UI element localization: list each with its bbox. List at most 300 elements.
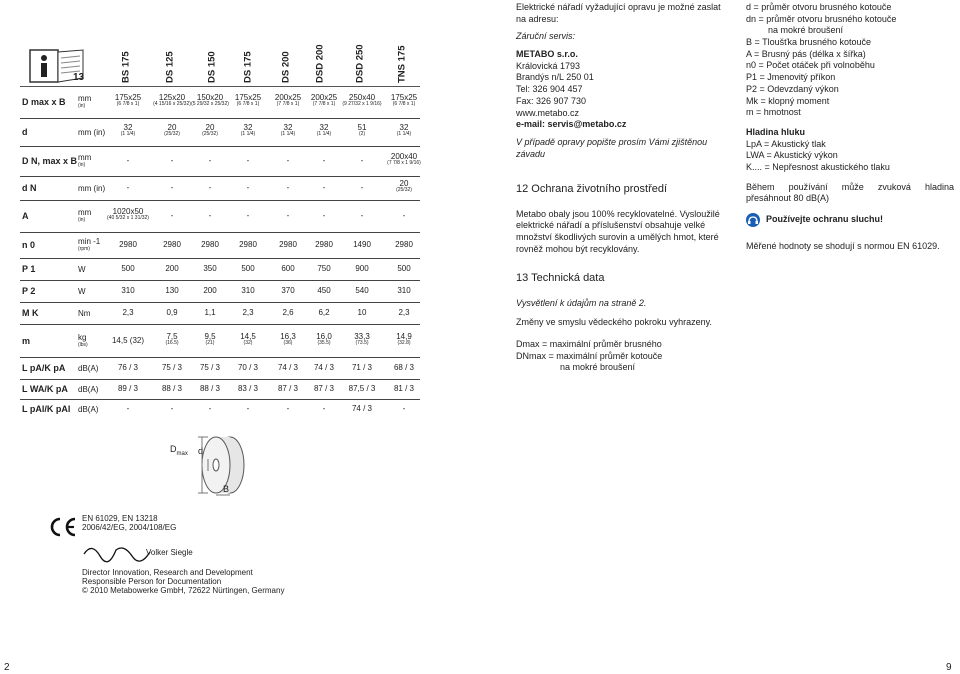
cell-imperial-value: (9 27/32 x 1 9/16): [342, 101, 382, 108]
table-cell: [226, 157, 270, 165]
dmax-label: $D_{max}$: [170, 444, 188, 457]
table-cell: [340, 94, 384, 108]
cell-value: 200x25: [310, 93, 338, 102]
cell-imperial-value: (1 1/4): [316, 131, 332, 138]
row-label: n 0: [22, 240, 36, 250]
cell-value: 20: [399, 179, 409, 188]
table-cell: [226, 94, 270, 108]
cell-imperial-value: (32.8): [397, 339, 411, 346]
table-row: [20, 147, 420, 177]
cell-value: 175x25: [234, 93, 262, 102]
row-unit: [78, 265, 86, 274]
table-row: [20, 281, 420, 303]
standards-line: EN 61029, EN 13218: [82, 514, 158, 523]
table-cell: [382, 405, 426, 413]
service-intro: Elektrické nářadí vyžadující opravu je možné zaslat na adresu:: [516, 2, 721, 24]
row-unit: [78, 333, 88, 348]
cell-value: -: [360, 211, 364, 220]
row-label: D N, max x B: [22, 156, 78, 166]
cell-value: 370: [281, 286, 295, 295]
cell-imperial-value: (25/32): [202, 131, 218, 138]
cell-value: 500: [241, 264, 255, 273]
model-dsd250: DSD 250: [354, 44, 366, 83]
k-definition: K.... = Nepřesnost akustického tlaku: [746, 161, 890, 172]
cell-value: -: [126, 156, 130, 165]
table-cell: [340, 309, 384, 317]
p1-definition: P1 = Jmenovitý příkon: [746, 72, 836, 83]
cell-imperial-value: (4 15/16 x 25/32): [153, 101, 191, 108]
cell-value: 33,3: [354, 331, 370, 341]
cell-value: 600: [281, 264, 295, 273]
cell-value: 310: [121, 286, 135, 295]
row-unit: [78, 128, 105, 137]
row-unit-imperial: (lbs): [78, 341, 88, 348]
row-unit-imperial: (in): [78, 217, 86, 223]
cell-imperial-value: (6 7/8 x 1): [392, 101, 416, 108]
cell-value: 16,3: [280, 331, 296, 341]
row-unit: [78, 153, 91, 168]
cell-value: 2,3: [242, 308, 254, 317]
copyright-line: © 2010 Metabowerke GmbH, 72622 Nürtingen, Germany: [82, 586, 285, 596]
model-bs175: BS 175: [120, 51, 132, 83]
table-row: [20, 325, 420, 358]
cell-value: 74 / 3: [313, 363, 334, 372]
row-label: m: [22, 335, 31, 346]
cell-value: 74 / 3: [351, 404, 372, 413]
cell-value: 2980: [315, 240, 333, 249]
cell-imperial-value: (36): [283, 339, 293, 346]
row-unit-primary: mm: [78, 208, 92, 217]
cell-imperial-value: (25/32): [164, 131, 180, 138]
cell-value: 900: [355, 264, 369, 273]
cell-value: -: [322, 211, 326, 220]
table-cell: [382, 153, 426, 167]
dnmax-definition-cont: na mokré broušení: [560, 362, 636, 373]
table-row: [20, 177, 420, 201]
row-unit: [78, 94, 91, 109]
row-label: M K: [22, 308, 39, 318]
b-definition: B = Tloušťka brusného kotouče: [746, 37, 872, 48]
table-cell: [340, 212, 384, 220]
table-cell: [106, 184, 150, 192]
cell-value: 250x40: [348, 93, 376, 102]
cell-value: 750: [317, 264, 331, 273]
cell-value: 75 / 3: [161, 363, 182, 372]
table-cell: [382, 265, 426, 273]
table-row: [20, 201, 420, 233]
cell-value: 200: [165, 264, 179, 273]
phone: Tel: 326 904 457: [516, 84, 583, 95]
table-cell: [226, 405, 270, 413]
cell-value: 89 / 3: [117, 384, 138, 393]
table-cell: [340, 184, 384, 192]
cell-value: 450: [317, 286, 331, 295]
technical-data-table: [20, 40, 421, 414]
row-label: L pAl/K pAl: [22, 404, 71, 414]
cell-imperial-value: (1 1/4): [240, 131, 256, 138]
n0-definition: n0 = Počet otáček při volnoběhu: [746, 60, 875, 71]
grinding-disc-diagram: [168, 432, 258, 502]
fax: Fax: 326 907 730: [516, 95, 587, 106]
definitions-column: [746, 2, 954, 253]
cell-value: 83 / 3: [237, 384, 258, 393]
table-cell: [106, 309, 150, 317]
cell-value: 0,9: [166, 308, 178, 317]
cell-value: -: [246, 211, 250, 220]
table-cell: [106, 124, 150, 138]
cell-value: 14,5 (32): [111, 335, 145, 345]
table-row: [20, 400, 420, 420]
row-label: D max x B: [22, 97, 66, 107]
table-row: [20, 380, 420, 400]
dn-definition-cont: na mokré broušení: [768, 25, 844, 36]
section-13-heading: 13 Technická data: [516, 272, 605, 285]
cell-value: 70 / 3: [237, 363, 258, 372]
measurement-note: Měřené hodnoty se shodují s normou EN 61029.: [746, 241, 940, 251]
cell-value: 68 / 3: [393, 363, 414, 372]
cell-value: -: [208, 156, 212, 165]
cell-imperial-value: (73.5): [355, 339, 369, 346]
cell-value: -: [402, 211, 406, 220]
ear-protection-icon: [746, 213, 760, 227]
lwa-definition: LWA = Akustický výkon: [746, 150, 838, 161]
cell-value: 71 / 3: [351, 363, 372, 372]
table-row: [20, 358, 420, 380]
cell-value: -: [170, 211, 174, 220]
address-line-2: Brandýs n/L 250 01: [516, 72, 594, 83]
table-cell: [382, 180, 426, 194]
table-cell: [106, 287, 150, 295]
cell-value: 150x20: [196, 93, 224, 102]
row-unit-primary: mm: [78, 153, 92, 162]
book-page-number: 13: [73, 72, 85, 83]
table-cell: [340, 157, 384, 165]
dmax-definition: Dmax = maximální průměr brusného: [516, 338, 662, 349]
row-unit-primary: W: [78, 265, 86, 274]
model-ds150: DS 150: [206, 51, 218, 83]
row-unit-primary: W: [78, 287, 86, 296]
noise-heading: Hladina hluku: [746, 126, 806, 137]
cell-value: 175x25: [114, 93, 142, 102]
table-row: [20, 87, 420, 119]
signer-title: Director Innovation, Research and Development: [82, 568, 253, 577]
row-unit: [78, 385, 98, 394]
b-label: B: [223, 484, 230, 494]
cell-value: 20: [205, 123, 215, 132]
row-unit-imperial: (rpm): [78, 246, 90, 252]
table-cell: [382, 333, 426, 347]
cell-imperial-value: (16.5): [165, 339, 179, 346]
a-definition: A = Brusný pás (délka x šířka): [746, 48, 866, 59]
table-row: [20, 259, 420, 281]
cell-imperial-value: (25/32): [396, 187, 412, 194]
cell-value: 2980: [395, 240, 413, 249]
handwritten-signature: [82, 540, 152, 564]
model-ds125: DS 125: [164, 51, 176, 83]
cell-value: 74 / 3: [277, 363, 298, 372]
cell-value: -: [246, 404, 250, 413]
cell-value: -: [360, 183, 364, 192]
row-unit: [78, 287, 86, 296]
cell-value: 32: [243, 123, 253, 132]
row-label: L WA/K pA: [22, 384, 68, 394]
cell-value: -: [402, 404, 406, 413]
section-12-heading: 12 Ochrana životního prostředí: [516, 183, 668, 196]
cell-value: 350: [203, 264, 217, 273]
row-unit-primary: min -1: [78, 237, 101, 246]
standards-block: [82, 514, 176, 532]
cell-imperial-value: (5 29/32 x 25/32): [191, 101, 229, 108]
cell-value: 500: [397, 264, 411, 273]
cell-value: 2980: [201, 240, 219, 249]
cell-value: 32: [283, 123, 293, 132]
cell-value: -: [322, 404, 326, 413]
table-row: [20, 233, 420, 259]
cell-imperial-value: (21): [205, 339, 215, 346]
table-cell: [340, 364, 384, 372]
cell-value: 2,3: [398, 308, 410, 317]
noise-warning-text: Během používání může zvuková hladina přesáhnout 80 dB(A): [746, 181, 954, 204]
table-cell: [340, 265, 384, 273]
cell-value: -: [170, 156, 174, 165]
table-cell: [382, 287, 426, 295]
company-name: METABO s.r.o.: [516, 49, 578, 60]
service-column: [516, 2, 726, 374]
m-definition: m = hmotnost: [746, 107, 801, 118]
row-label: d: [22, 127, 28, 137]
row-unit: [78, 405, 98, 414]
table-cell: [382, 94, 426, 108]
cell-value: 2,6: [282, 308, 294, 317]
cell-imperial-value: (1 1/4): [396, 131, 412, 138]
table-cell: [226, 212, 270, 220]
table-cell: [106, 94, 150, 108]
section-13-ref: Vysvětlení k údajům na straně 2.: [516, 297, 647, 308]
table-cell: [340, 287, 384, 295]
website: www.metabo.cz: [516, 107, 580, 118]
row-label: d N: [22, 183, 37, 193]
table-cell: [106, 405, 150, 413]
cell-imperial-value: (1 1/4): [120, 131, 136, 138]
table-cell: [226, 265, 270, 273]
cell-value: 2980: [239, 240, 257, 249]
row-unit-primary: mm (in): [78, 184, 106, 193]
cell-value: 9,5: [204, 331, 216, 341]
row-unit-imperial: (in): [78, 162, 86, 168]
model-dsd200: DSD 200: [314, 44, 326, 83]
table-cell: [106, 385, 150, 393]
cell-value: -: [170, 404, 174, 413]
cell-value: 10: [357, 308, 367, 317]
cell-value: 7,5: [166, 331, 178, 341]
row-unit: [78, 364, 98, 373]
mk-definition: Mk = klopný moment: [746, 95, 830, 106]
cell-value: -: [322, 183, 326, 192]
cell-imperial-value: (7 7/8 x 1): [312, 101, 336, 108]
cell-value: 81 / 3: [393, 384, 414, 393]
table-header: [20, 40, 420, 87]
row-unit-primary: Nm: [78, 309, 91, 318]
table-cell: [382, 385, 426, 393]
cell-value: 20: [167, 123, 177, 132]
table-cell: [106, 265, 150, 273]
table-cell: [106, 157, 150, 165]
cell-value: -: [208, 211, 212, 220]
signer-role: Responsible Person for Documentation: [82, 577, 222, 587]
cell-value: -: [322, 156, 326, 165]
cell-imperial-value: (35.5): [317, 339, 331, 346]
cell-value: 76 / 3: [117, 363, 138, 372]
cell-imperial-value: (2): [358, 131, 366, 138]
cell-value: -: [286, 211, 290, 220]
cell-imperial-value: (32): [243, 339, 253, 346]
table-cell: [226, 241, 270, 249]
cell-value: -: [246, 156, 250, 165]
ce-mark-icon: [48, 516, 78, 538]
table-cell: [226, 184, 270, 192]
cell-value: 87 / 3: [313, 384, 334, 393]
cell-imperial-value: (7 7/8 x 1 9/16): [387, 160, 421, 167]
cell-value: 51: [357, 123, 367, 132]
row-unit: [78, 184, 105, 193]
table-cell: [226, 364, 270, 372]
cell-value: 175x25: [390, 93, 418, 102]
cell-value: 14,9: [396, 331, 412, 341]
model-tns175: TNS 175: [396, 45, 408, 83]
cell-value: -: [126, 183, 130, 192]
cell-value: 1,1: [204, 308, 216, 317]
directives-line: 2006/42/EG, 2004/108/EG: [82, 523, 177, 533]
cell-value: 200x40: [390, 152, 418, 161]
table-cell: [340, 124, 384, 138]
cell-value: -: [286, 404, 290, 413]
cell-imperial-value: (40 5/32 x 1 31/32): [107, 215, 149, 222]
table-cell: [382, 124, 426, 138]
cell-value: 32: [123, 123, 133, 132]
cell-value: -: [360, 156, 364, 165]
row-unit-primary: dB(A): [78, 385, 99, 394]
cell-value: -: [170, 183, 174, 192]
row-unit-primary: dB(A): [78, 364, 99, 373]
row-unit: [78, 237, 100, 252]
cell-value: -: [208, 183, 212, 192]
page-number-left: 2: [4, 662, 10, 673]
table-cell: [226, 287, 270, 295]
cell-value: 32: [399, 123, 409, 132]
cell-value: 88 / 3: [161, 384, 182, 393]
warranty-service-label: Záruční servis:: [516, 31, 576, 42]
table-cell: [226, 124, 270, 138]
cell-value: 2980: [119, 240, 137, 249]
cell-value: -: [286, 156, 290, 165]
cell-value: 310: [397, 286, 411, 295]
cell-value: 1020x50: [112, 207, 144, 216]
row-unit-primary: dB(A): [78, 405, 99, 414]
row-label: L pA/K pA: [22, 363, 66, 373]
table-cell: [340, 385, 384, 393]
cell-value: 540: [355, 286, 369, 295]
cell-value: 87,5 / 3: [348, 384, 376, 393]
cell-value: 500: [121, 264, 135, 273]
manual-book-icon: [28, 48, 98, 86]
cell-value: 16,0: [316, 331, 332, 341]
cell-imperial-value: (1 1/4): [280, 131, 296, 138]
table-cell: [382, 364, 426, 372]
model-ds200: DS 200: [280, 51, 292, 83]
d-definition: d = průměr otvoru brusného kotouče: [746, 2, 892, 12]
table-cell: [382, 212, 426, 220]
cell-value: 130: [165, 286, 179, 295]
model-ds175: DS 175: [242, 51, 254, 83]
address-line-1: Královická 1793: [516, 60, 581, 71]
cell-value: 6,2: [318, 308, 330, 317]
cell-value: 2980: [163, 240, 181, 249]
cell-imperial-value: (6 7/8 x 1): [116, 101, 140, 108]
table-cell: [340, 241, 384, 249]
cell-value: 32: [319, 123, 329, 132]
repair-note: V případě opravy popište prosím Vámi zjištěnou závadu: [516, 136, 708, 159]
cell-value: 2,3: [122, 308, 134, 317]
cell-value: 88 / 3: [199, 384, 220, 393]
lpa-definition: LpA = Akustický tlak: [746, 138, 826, 149]
table-cell: [382, 309, 426, 317]
row-unit: [78, 309, 90, 318]
signer-details: [82, 568, 284, 596]
cell-value: 87 / 3: [277, 384, 298, 393]
table-cell: [340, 405, 384, 413]
email: e-mail: servis@metabo.cz: [516, 119, 627, 130]
hearing-protection-note: [746, 213, 954, 227]
dnmax-definition: DNmax = maximální průměr kotouče: [516, 350, 663, 361]
table-cell: [226, 333, 270, 347]
cell-value: 200: [203, 286, 217, 295]
section-12-text: Metabo obaly jsou 100% recyklovatelné. Vysloužilé elektrické nářadí a příslušenství obsahuje velké množství škodlivých surovin a umělých hmot, které rovněž mohou být recyklovány.: [516, 208, 720, 254]
table-cell: [226, 309, 270, 317]
dn-definition: dn = průměr otvoru brusného kotouče: [746, 13, 897, 24]
table-cell: [106, 241, 150, 249]
cell-value: 1490: [353, 240, 371, 249]
cell-value: 200x25: [274, 93, 302, 102]
cell-value: -: [246, 183, 250, 192]
p2-definition: P2 = Odevzdaný výkon: [746, 83, 839, 94]
cell-value: -: [208, 404, 212, 413]
cell-value: -: [126, 404, 130, 413]
row-label: A: [22, 211, 29, 221]
row-unit-primary: mm: [78, 94, 92, 103]
cell-value: 14,5: [240, 331, 256, 341]
table-cell: [226, 385, 270, 393]
cell-value: -: [286, 183, 290, 192]
table-row: [20, 303, 420, 325]
row-unit-imperial: (in): [78, 103, 86, 109]
cell-value: 310: [241, 286, 255, 295]
cell-value: 125x20: [158, 93, 186, 102]
row-label: P 1: [22, 264, 36, 274]
section-13-changes: Změny ve smyslu vědeckého pokroku vyhrazeny.: [516, 317, 712, 328]
cell-value: 75 / 3: [199, 363, 220, 372]
table-cell: [106, 337, 150, 345]
row-unit-primary: kg: [78, 332, 87, 342]
cell-imperial-value: (7 7/8 x 1): [276, 101, 300, 108]
table-row: [20, 119, 420, 147]
d-label: d: [198, 446, 204, 456]
row-unit-primary: mm (in): [78, 128, 106, 137]
row-unit: [78, 208, 91, 223]
hearing-protection-text: Používejte ochranu sluchu!: [766, 214, 884, 225]
table-cell: [382, 241, 426, 249]
table-cell: [340, 333, 384, 347]
row-label: P 2: [22, 286, 36, 296]
